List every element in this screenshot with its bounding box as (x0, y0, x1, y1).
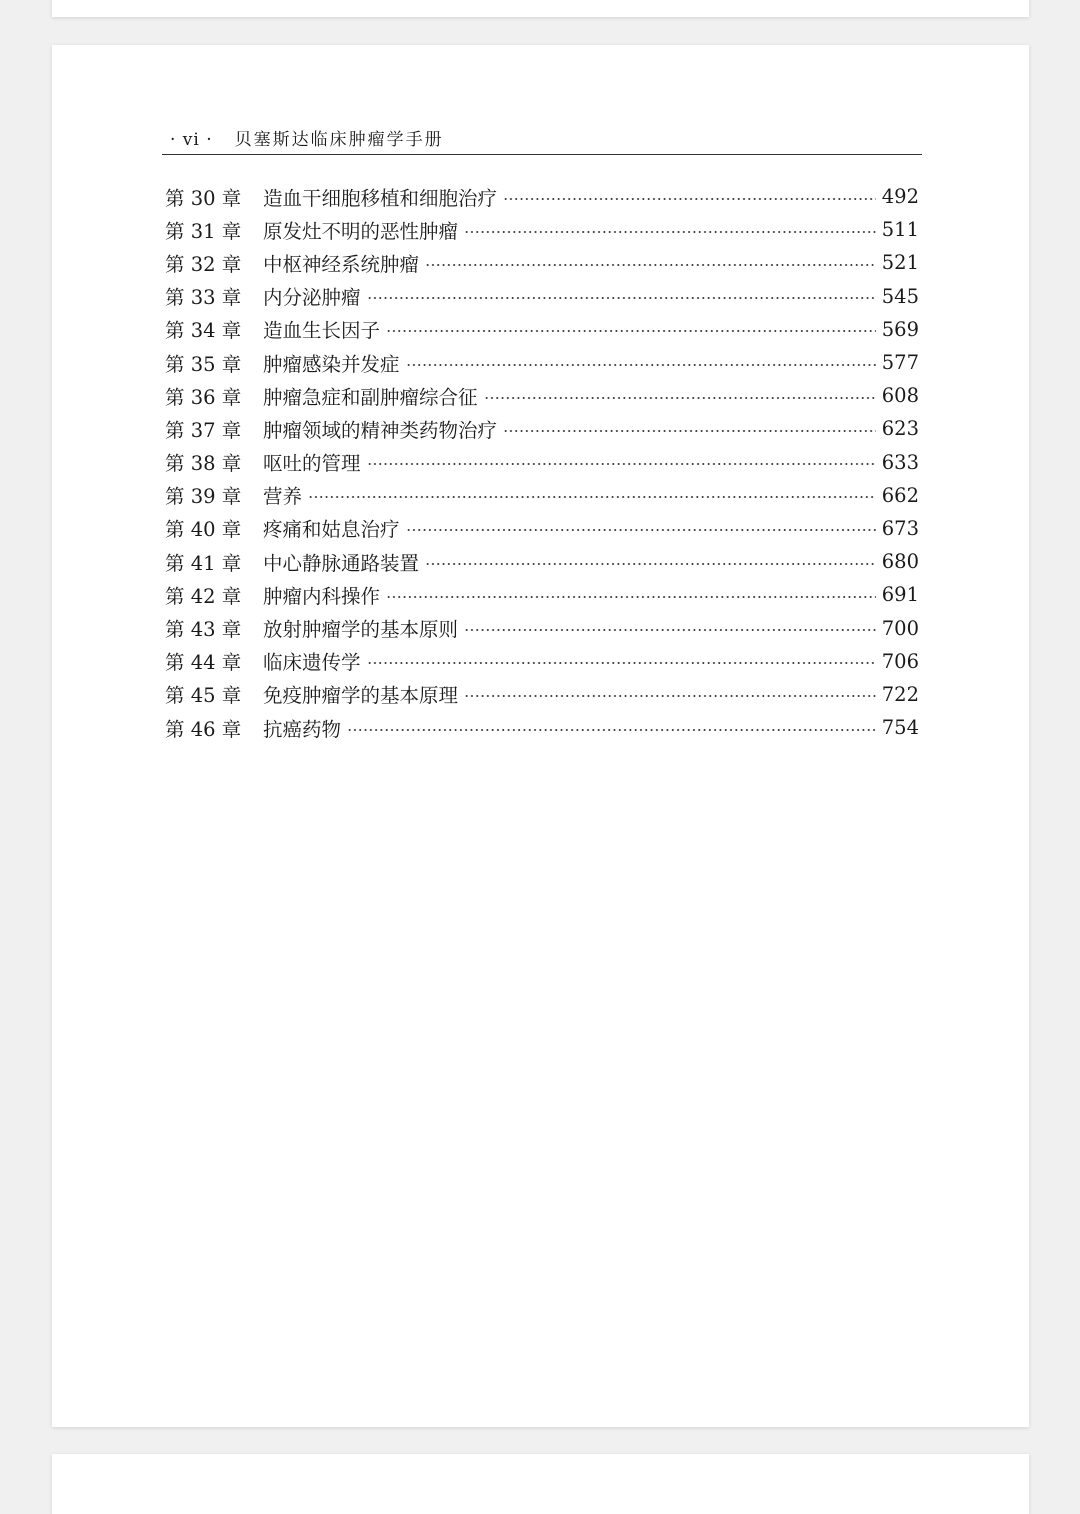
toc-dot-leader (464, 231, 876, 233)
book-title: 贝塞斯达临床肿瘤学手册 (234, 130, 444, 150)
toc-dot-leader (464, 629, 876, 631)
toc-entry[interactable] (165, 545, 919, 578)
table-of-contents (165, 180, 919, 744)
toc-dot-leader (484, 397, 876, 399)
toc-entry[interactable] (165, 246, 919, 279)
toc-dot-leader (347, 729, 876, 731)
toc-page-number: 608 (881, 384, 919, 408)
toc-page-number: 569 (881, 317, 919, 341)
toc-chapter-number: 第 45 章 (165, 684, 242, 708)
toc-page-number: 722 (881, 682, 919, 706)
toc-chapter-title: 疼痛和姑息治疗 (263, 518, 400, 542)
toc-chapter-title: 内分泌肿瘤 (263, 286, 361, 310)
toc-page-number: 521 (881, 251, 919, 275)
toc-entry[interactable] (165, 213, 919, 246)
toc-chapter-number: 第 42 章 (165, 584, 242, 608)
toc-chapter-number: 第 37 章 (165, 418, 242, 442)
toc-entry[interactable] (165, 379, 919, 412)
toc-chapter-title: 肿瘤领域的精神类药物治疗 (263, 418, 498, 442)
toc-dot-leader (425, 563, 876, 565)
toc-chapter-number: 第 33 章 (165, 286, 242, 310)
toc-dot-leader (367, 297, 876, 299)
toc-entry[interactable] (165, 313, 919, 346)
toc-page-number: 492 (881, 185, 919, 209)
toc-entry[interactable] (165, 611, 919, 644)
toc-chapter-number: 第 35 章 (165, 352, 242, 376)
toc-dot-leader (406, 364, 876, 366)
toc-dot-leader (308, 496, 876, 498)
toc-page-number: 577 (881, 351, 919, 375)
toc-dot-leader (425, 264, 876, 266)
toc-entry[interactable] (165, 678, 919, 711)
toc-chapter-number: 第 39 章 (165, 485, 242, 509)
toc-chapter-number: 第 38 章 (165, 452, 242, 476)
toc-page-number: 691 (881, 583, 919, 607)
running-header (162, 125, 922, 155)
toc-page-number: 680 (881, 550, 919, 574)
toc-chapter-title: 营养 (263, 485, 303, 509)
toc-chapter-number: 第 32 章 (165, 252, 242, 276)
toc-entry[interactable] (165, 180, 919, 213)
toc-entry[interactable] (165, 280, 919, 313)
toc-chapter-title: 中枢神经系统肿瘤 (263, 252, 420, 276)
toc-entry[interactable] (165, 578, 919, 611)
toc-page-number: 662 (881, 483, 919, 507)
toc-chapter-title: 中心静脉通路装置 (263, 551, 420, 575)
toc-chapter-title: 肿瘤感染并发症 (263, 352, 400, 376)
toc-chapter-number: 第 46 章 (165, 717, 242, 741)
next-page-edge (52, 1454, 1029, 1514)
page-folio: · vi · (170, 130, 213, 150)
toc-chapter-number: 第 41 章 (165, 551, 242, 575)
toc-dot-leader (367, 463, 876, 465)
toc-chapter-title: 肿瘤内科操作 (263, 584, 381, 608)
toc-chapter-number: 第 40 章 (165, 518, 242, 542)
toc-page-number: 706 (881, 649, 919, 673)
toc-entry[interactable] (165, 446, 919, 479)
toc-chapter-number: 第 31 章 (165, 219, 242, 243)
toc-dot-leader (386, 596, 876, 598)
toc-chapter-title: 造血干细胞移植和细胞治疗 (263, 186, 498, 210)
toc-page-number: 754 (881, 716, 919, 740)
toc-chapter-number: 第 43 章 (165, 618, 242, 642)
toc-entry[interactable] (165, 346, 919, 379)
previous-page-edge (52, 0, 1029, 17)
toc-dot-leader (406, 529, 876, 531)
toc-page-number: 545 (881, 284, 919, 308)
toc-entry[interactable] (165, 479, 919, 512)
document-page (52, 45, 1029, 1427)
toc-dot-leader (503, 430, 876, 432)
toc-page-number: 623 (881, 417, 919, 441)
toc-entry[interactable] (165, 711, 919, 744)
toc-chapter-title: 肿瘤急症和副肿瘤综合征 (263, 385, 478, 409)
toc-chapter-number: 第 36 章 (165, 385, 242, 409)
toc-chapter-number: 第 34 章 (165, 319, 242, 343)
toc-entry[interactable] (165, 412, 919, 445)
toc-chapter-title: 呕吐的管理 (263, 452, 361, 476)
toc-page-number: 511 (881, 218, 919, 242)
toc-entry[interactable] (165, 645, 919, 678)
toc-dot-leader (464, 695, 876, 697)
toc-page-number: 633 (881, 450, 919, 474)
toc-dot-leader (367, 662, 876, 664)
toc-page-number: 673 (881, 516, 919, 540)
toc-chapter-title: 放射肿瘤学的基本原则 (263, 618, 459, 642)
toc-chapter-title: 免疫肿瘤学的基本原理 (263, 684, 459, 708)
toc-chapter-number: 第 44 章 (165, 651, 242, 675)
toc-chapter-number: 第 30 章 (165, 186, 242, 210)
toc-chapter-title: 造血生长因子 (263, 319, 381, 343)
toc-dot-leader (503, 198, 876, 200)
toc-entry[interactable] (165, 512, 919, 545)
toc-chapter-title: 临床遗传学 (263, 651, 361, 675)
toc-chapter-title: 原发灶不明的恶性肿瘤 (263, 219, 459, 243)
toc-dot-leader (386, 330, 876, 332)
toc-page-number: 700 (881, 616, 919, 640)
toc-chapter-title: 抗癌药物 (263, 717, 342, 741)
